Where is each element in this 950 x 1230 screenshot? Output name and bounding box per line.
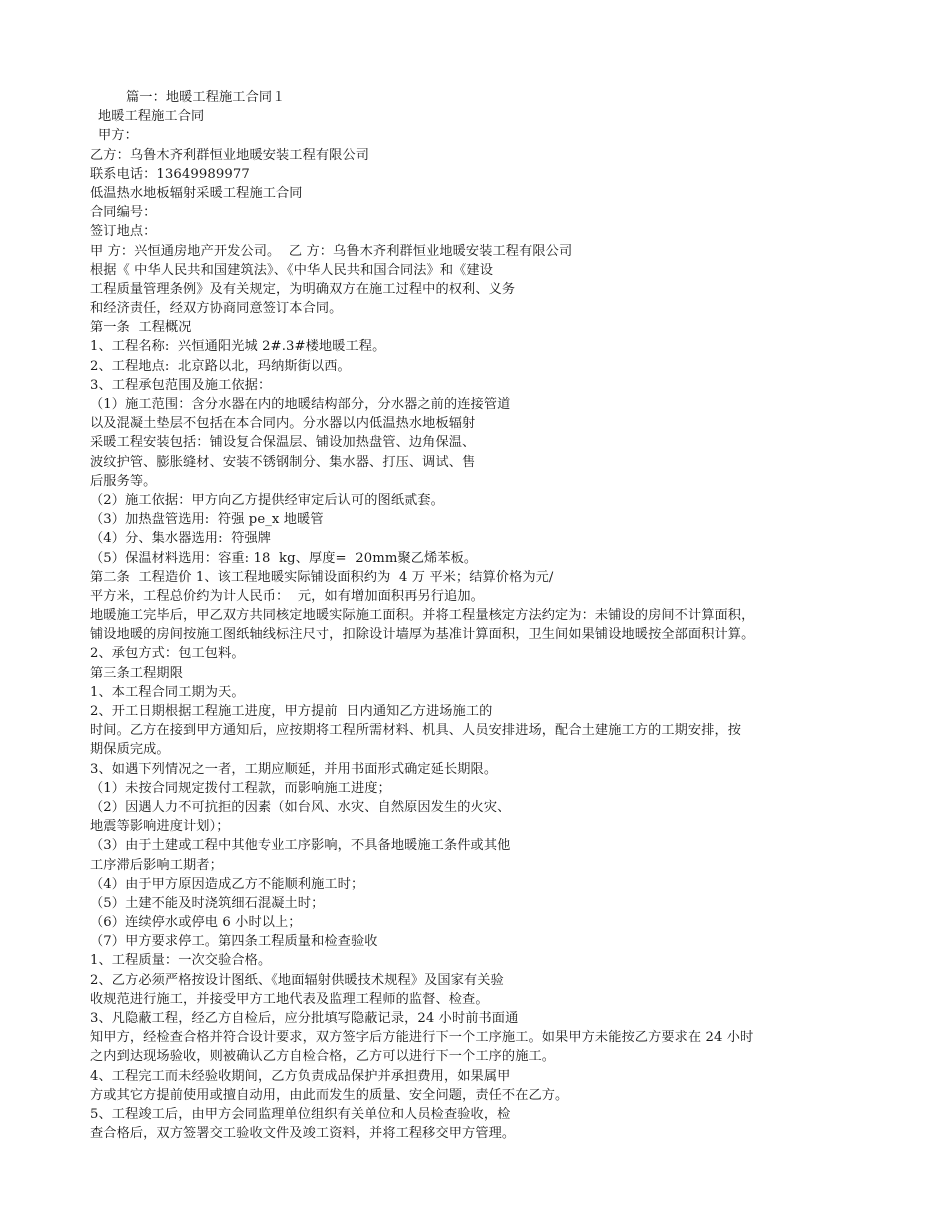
text-line: 收规范进行施工，并接受甲方工地代表及监理工程师的监督、检查。 [90,991,489,1007]
contract-subtitle: 低温热水地板辐射采暖工程施工合同 [90,185,303,201]
text-line: 期保质完成。 [90,742,170,758]
signing-place-line: 签订地点： [90,224,157,240]
text-line: 查合格后，双方签署交工验收文件及竣工资料，并将工程移交甲方管理。 [90,1126,516,1142]
text-line: 1、本工程合同工期为天。 [90,684,245,700]
contract-number-line: 合同编号： [90,205,157,221]
text-line: 根据《 中华人民共和国建筑法》、《中华人民共和国合同法》和《建设 [90,262,494,278]
text-line: 采暖工程安装包括：铺设复合保温层、铺设加热盘管、边角保温、 [90,435,476,451]
text-line: （4）分、集水器选用: 符强牌 [90,531,272,547]
text-line: （2）施工依据：甲方向乙方提供经审定后认可的图纸贰套。 [90,492,444,508]
document-heading: 篇一：地暖工程施工合同１ [126,90,286,105]
article-heading: 第二条 工程造价 1、该工程地暖实际铺设面积约为 4 万 平米；结算价格为元/ [90,569,554,585]
text-line: 以及混凝土垫层不包括在本合同内。分水器以内低温热水地板辐射 [90,416,476,432]
text-line: 波纹护管、膨胀缝材、安装不锈钢制分、集水器、打压、调试、售 [90,454,476,470]
text-line: 3、凡隐蔽工程，经乙方自检后，应分批填写隐蔽记录，24 小时前书面通 [90,1011,519,1026]
text-line: 3、如遇下列情况之一者，工期应顺延，并用书面形式确定延长期限。 [90,761,498,777]
text-line: （3）由于土建或工程中其他专业工序影响，不具备地暖施工条件或其他 [90,838,511,854]
text-line: （4）由于甲方原因造成乙方不能顺利施工时； [90,876,365,892]
text-line: 后服务等。 [90,473,157,489]
party-b-line: 乙方：乌鲁木齐利群恒业地暖安装工程有限公司 [90,147,370,163]
text-line: 1、工程质量：一次交验合格。 [90,953,272,969]
phone-line: 联系电话：13649989977 [90,166,250,182]
party-a-label: 甲方： [98,128,138,144]
parties-line: 甲 方：兴恒通房地产开发公司。 乙 方：乌鲁木齐利群恒业地暖安装工程有限公司 [90,243,573,259]
article-heading: 第一条 工程概况 [90,320,192,336]
text-line: （2）因遇人力不可抗拒的因素（如台风、水灾、自然原因发生的火灾、 [90,799,511,815]
text-line: 2、承包方式：包工包料。 [90,646,245,662]
text-line: 地震等影响进度计划）； [90,819,230,835]
text-line: 3、工程承包范围及施工依据： [90,377,272,393]
contract-body [90,88,870,1143]
text-line: 1、工程名称: 兴恒通阳光城 2#.3#楼地暖工程。 [90,339,386,355]
text-line: 5、工程竣工后，由甲方会同监理单位组织有关单位和人员检查验收，检 [90,1106,511,1122]
text-line: （5）保温材料选用：容重: 18 kg、厚度= 20mm聚乙烯苯板。 [90,550,478,566]
text-line: 和经济责任，经双方协商同意签订本合同。 [90,301,343,317]
text-line: （5）土建不能及时浇筑细石混凝土时； [90,895,325,911]
text-line: 方或其它方提前使用或擅自动用，由此而发生的质量、安全问题，责任不在乙方。 [90,1087,569,1103]
text-line: （1）施工范围：含分水器在内的地暖结构部分，分水器之前的连接管道 [90,397,511,412]
text-line: 2、开工日期根据工程施工进度，甲方提前 日内通知乙方进场施工的 [90,704,493,719]
text-line: 2、工程地点: 北京路以北，玛纳斯街以西。 [90,358,351,374]
contract-title: 地暖工程施工合同 [98,109,205,125]
text-line: 铺设地暖的房间按施工图纸轴线标注尺寸，扣除设计墙厚为基准计算面积，卫生间如果铺设地暖按全部面积计算。 [90,627,755,643]
text-line: 平方米，工程总价约为计人民币： 元，如有增加面积再另行追加。 [90,588,484,604]
text-line: （6）连续停水或停电 6 小时以上； [90,915,302,931]
text-line: 地暖施工完毕后，甲乙双方共同核定地暖实际施工面积。并将工程量核定方法约定为：未铺设的房间不计算面积， [90,608,755,624]
text-line: （3）加热盘管选用: 符强 pe_x 地暖管 [90,512,324,528]
text-line: 之内到达现场验收，则被确认乙方自检合格，乙方可以进行下一个工序的施工。 [90,1049,556,1065]
article-heading: 第三条工程期限 [90,665,184,681]
text-line: 时间。乙方在接到甲方通知后，应按期将工程所需材料、机具、人员安排进场，配合土建施工方的工期安排，按 [90,723,742,739]
text-line: 4、工程完工而未经验收期间，乙方负责成品保护并承担费用，如果属甲 [90,1068,511,1084]
text-line: （7）甲方要求停工。第四条工程质量和检查验收 [90,934,378,950]
text-line: （1）未按合同规定拨付工程款，而影响施工进度； [90,780,391,796]
text-line: 工序滞后影响工期者； [90,857,223,873]
text-line: 工程质量管理条例》及有关规定，为明确双方在施工过程中的权利、义务 [90,281,516,297]
text-line: 2、乙方必须严格按设计图纸、《地面辐射供暖技术规程》及国家有关验 [90,972,504,988]
text-line: 知甲方，经检查合格并符合设计要求，双方签字后方能进行下一个工序施工。如果甲方未能按乙方要求在 24 小时 [90,1030,754,1046]
